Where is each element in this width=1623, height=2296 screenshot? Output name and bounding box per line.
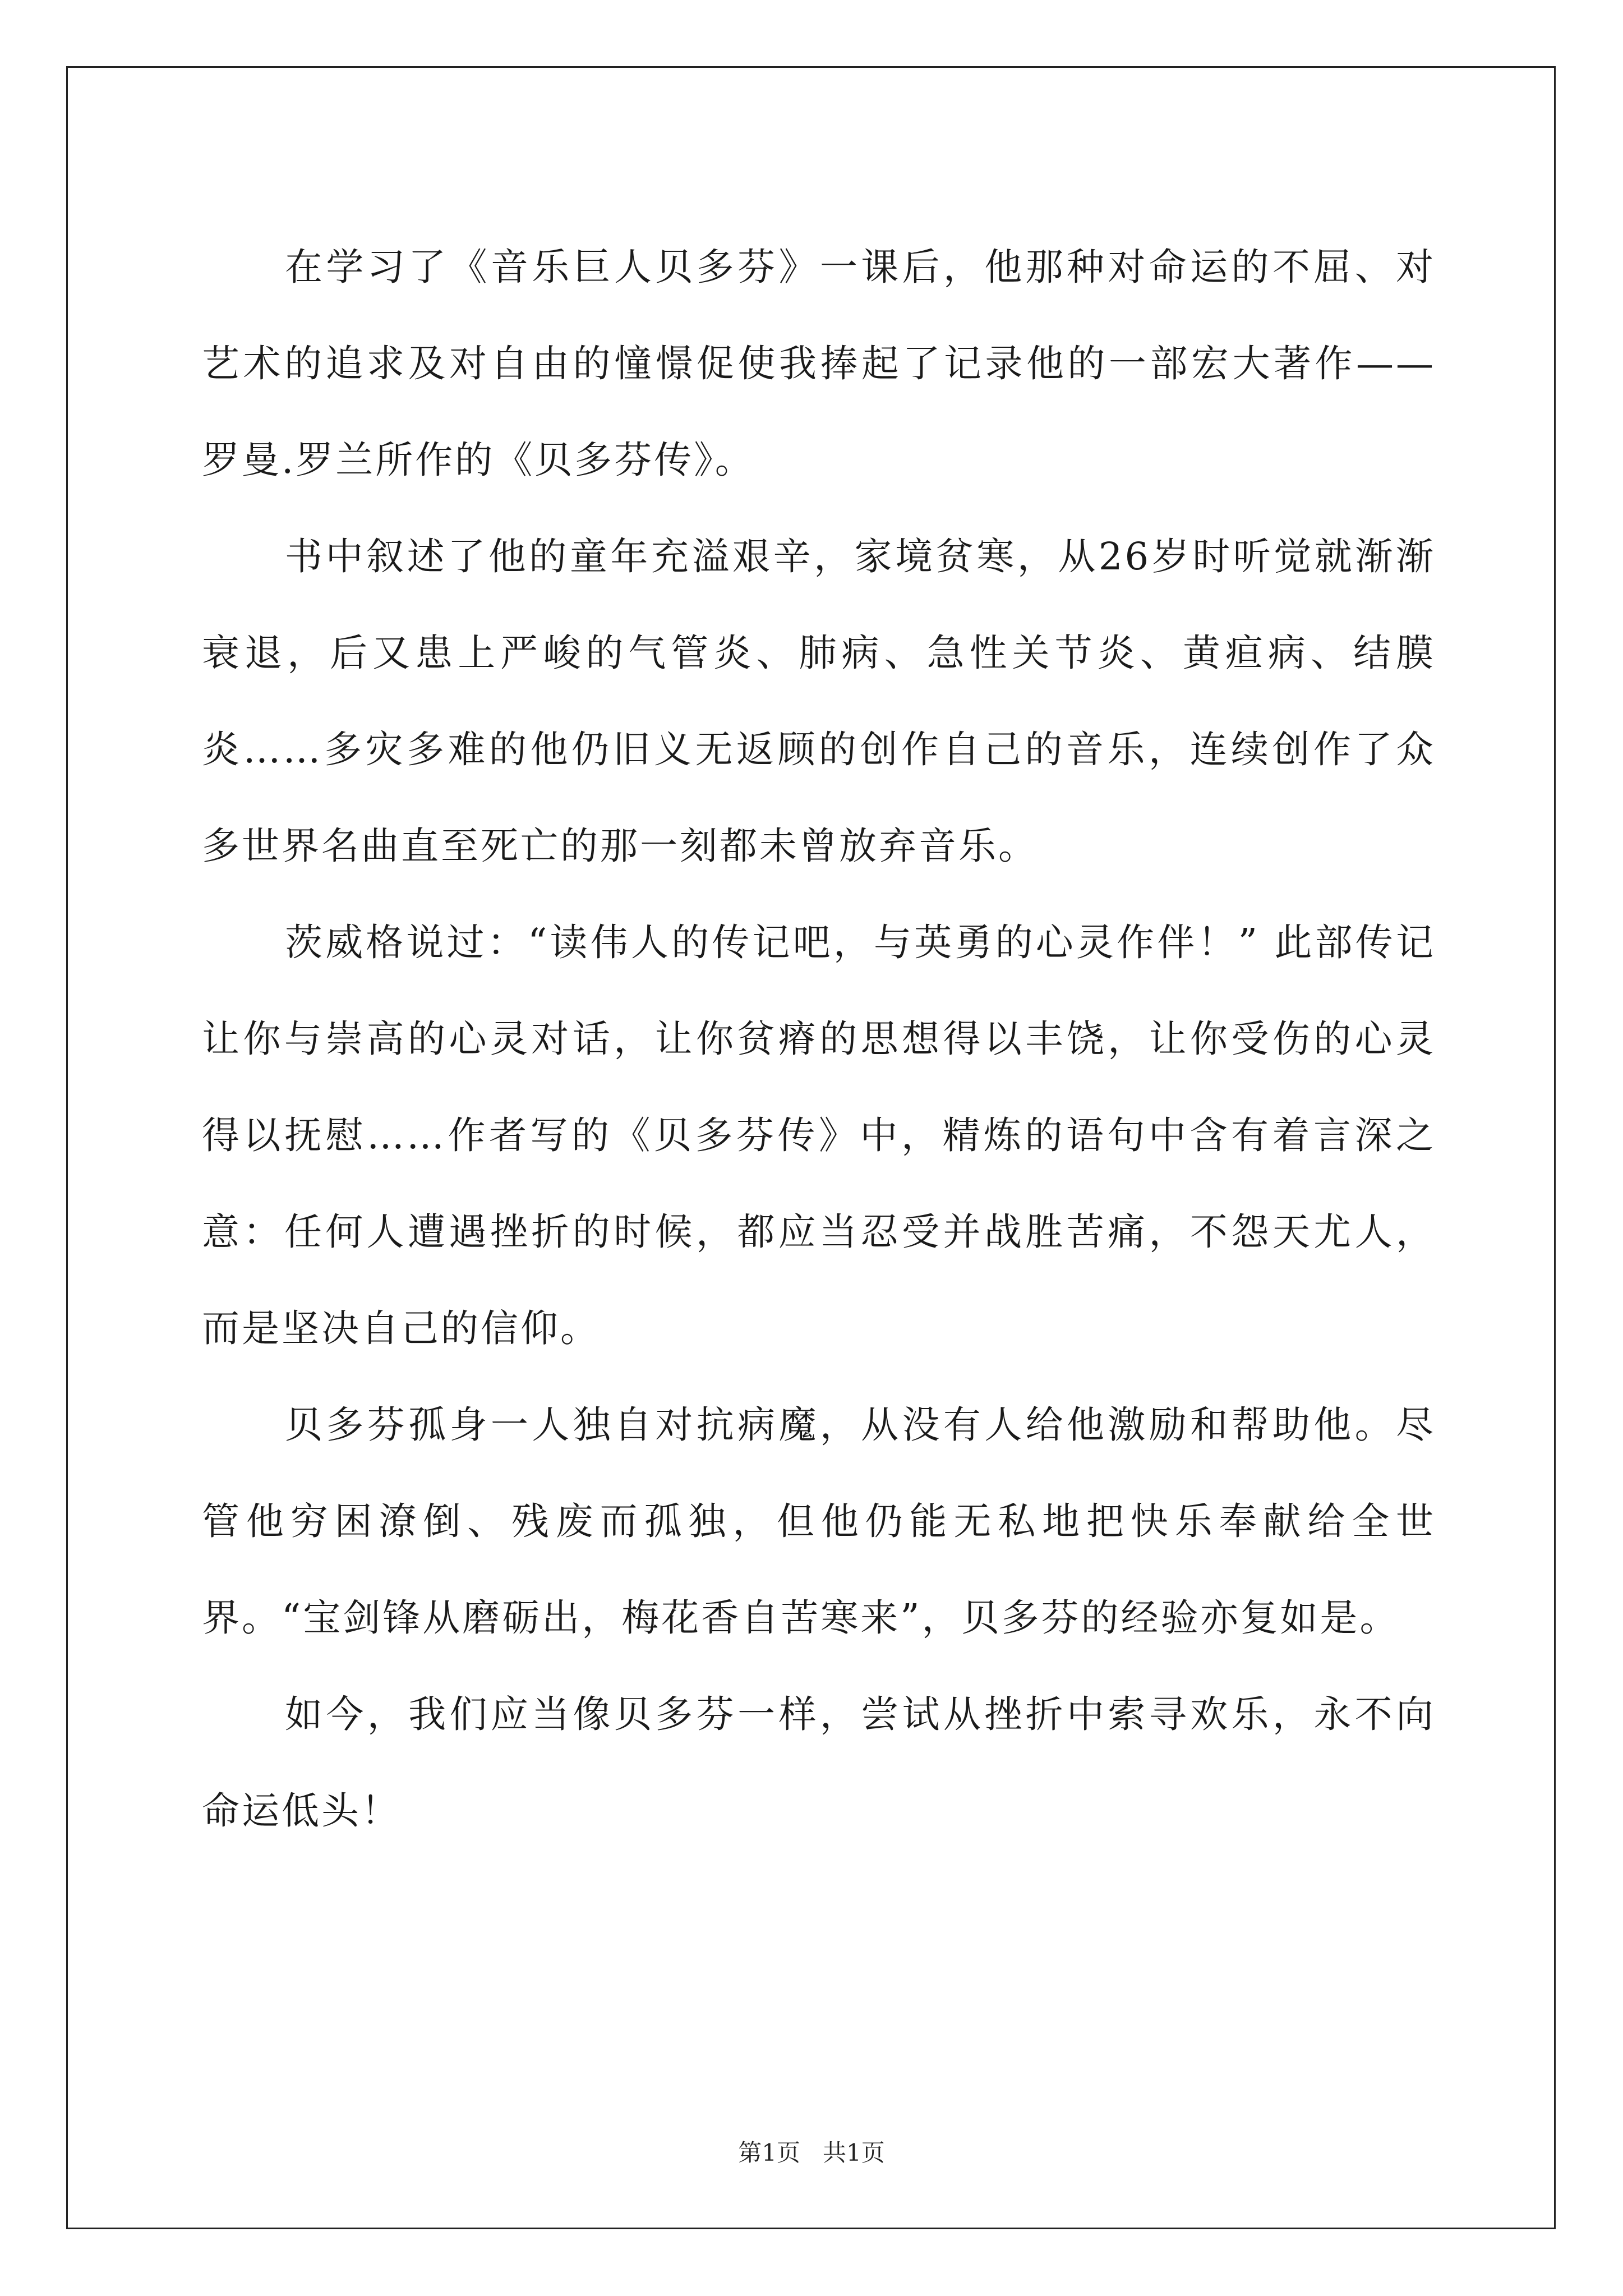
paragraph-5: 如今，我们应当像贝多芬一样，尝试从挫折中索寻欢乐，永不向命运低头！ bbox=[202, 1692, 1436, 1833]
document-body bbox=[202, 219, 1436, 1859]
paragraph-2: 书中叙述了他的童年充溢艰辛，家境贫寒，从26岁时听觉就渐渐衰退，后又患上严峻的气管炎、肺病、急性关节炎、黄疸病、结膜炎……多灾多难的他仍旧义无返顾的创作自己的音乐，连续创作了众多世界名曲直至死亡的那一刻都未曾放弃音乐。 bbox=[202, 535, 1436, 868]
paragraph-4: 贝多芬孤身一人独自对抗病魔，从没有人给他激励和帮助他。尽管他穷困潦倒、残废而孤独，但他仍能无私地把快乐奉献给全世界。“宝剑锋从磨砺出，梅花香自苦寒来”，贝多芬的经验亦复如是。 bbox=[202, 1403, 1436, 1640]
paragraph-1: 在学习了《音乐巨人贝多芬》一课后，他那种对命运的不屈、对艺术的追求及对自由的憧憬促使我捧起了记录他的一部宏大著作——罗曼.罗兰所作的《贝多芬传》。 bbox=[202, 245, 1436, 482]
page-total: 共1页 bbox=[823, 2139, 885, 2166]
paragraph-3: 茨威格说过：“读伟人的传记吧，与英勇的心灵作伴！” 此部传记让你与崇高的心灵对话，让你贫瘠的思想得以丰饶，让你受伤的心灵得以抚慰……作者写的《贝多芬传》中，精炼的语句中含有着言深之意：任何人遭遇挫折的时候，都应当忍受并战胜苦痛，不怨天尤人，而是坚决自己的信仰。 bbox=[202, 921, 1436, 1350]
page-number: 第1页 bbox=[738, 2139, 800, 2166]
page-footer bbox=[0, 2134, 1623, 2168]
